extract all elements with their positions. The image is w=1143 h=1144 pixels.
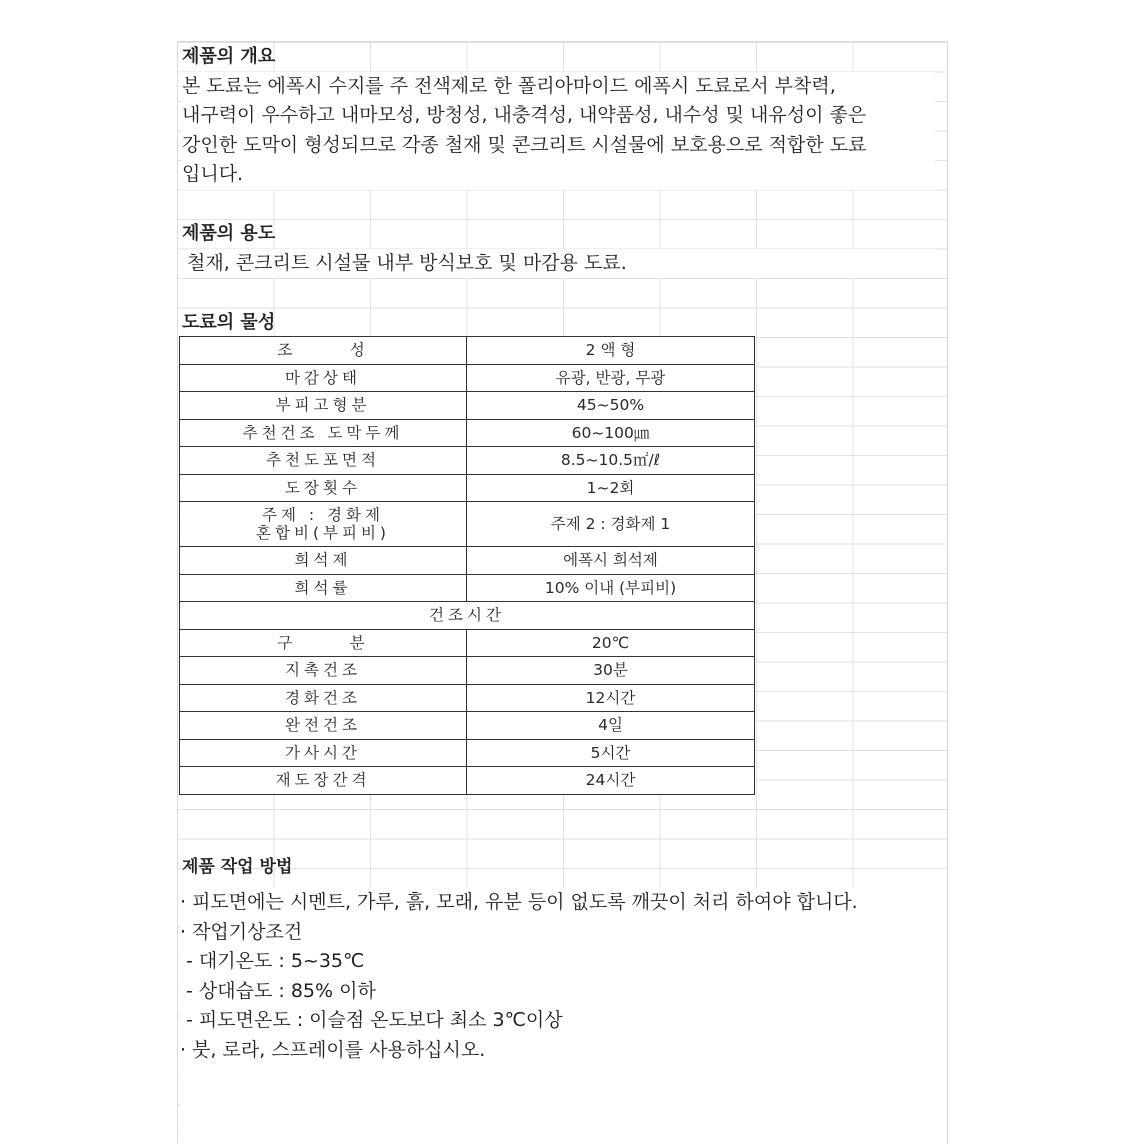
- method-item: - 피도면온도 : 이슬점 온도보다 최소 3℃이상: [180, 1009, 563, 1031]
- property-label: 추천건조 도막두께: [180, 419, 467, 447]
- table-row: [180, 629, 755, 657]
- property-value: 유광, 반광, 무광: [467, 364, 755, 392]
- overview-line: 내구력이 우수하고 내마모성, 방청성, 내충격성, 내약품성, 내수성 및 내유성이 좋은: [182, 104, 867, 126]
- property-value: 10% 이내 (부피비): [467, 574, 755, 602]
- method-item: · 붓, 로라, 스프레이를 사용하십시오.: [180, 1038, 486, 1061]
- method-list: [180, 888, 947, 1144]
- table-row: [180, 574, 755, 602]
- table-row: [180, 419, 755, 447]
- drying-label: 경화건조: [180, 684, 467, 712]
- table-row: [180, 364, 755, 392]
- table-row: [180, 547, 755, 575]
- drying-value: 20℃: [467, 629, 755, 657]
- property-value: 60~100㎛: [467, 419, 755, 447]
- drying-label: 완전건조: [180, 712, 467, 740]
- property-value: 45~50%: [467, 392, 755, 420]
- drying-value: 5시간: [467, 739, 755, 767]
- usage-heading: 제품의 용도: [182, 223, 276, 244]
- drying-label: 구 분: [180, 629, 467, 657]
- drying-time-title: 건조시간: [180, 602, 755, 630]
- table-row: [180, 602, 755, 630]
- drying-value: 30분: [467, 657, 755, 685]
- drying-value: 4일: [467, 712, 755, 740]
- property-label: 부피고형분: [180, 392, 467, 420]
- overview-heading: 제품의 개요: [182, 46, 276, 67]
- property-label: 조 성: [180, 337, 467, 365]
- drying-label: 지촉건조: [180, 657, 467, 685]
- method-item: - 대기온도 : 5~35℃: [180, 950, 365, 972]
- table-row: [180, 447, 755, 475]
- property-label: 도장횟수: [180, 474, 467, 502]
- drying-value: 12시간: [467, 684, 755, 712]
- overview-line: 강인한 도막이 형성되므로 각종 철재 및 콘크리트 시설물에 보호용으로 적합한 도료: [182, 133, 867, 156]
- property-label: 추천도포면적: [180, 447, 467, 475]
- table-row: [180, 767, 755, 795]
- overview-line: 본 도료는 에폭시 수지를 주 전색제로 한 폴리아마이드 에폭시 도료로서 부착력,: [182, 74, 836, 97]
- properties-heading: 도료의 물성: [182, 312, 276, 333]
- overview-paragraph: [182, 72, 935, 190]
- overview-line: 입니다.: [182, 163, 244, 185]
- property-value: 1~2회: [467, 474, 755, 502]
- property-value: 8.5~10.5㎡/ℓ: [467, 447, 755, 475]
- property-label: 희석제: [180, 547, 467, 575]
- method-heading: 제품 작업 방법: [182, 857, 293, 877]
- table-row: [180, 392, 755, 420]
- property-value: 에폭시 희석제: [467, 547, 755, 575]
- table-row: [180, 337, 755, 365]
- property-label: 마감상태: [180, 364, 467, 392]
- drying-label: 가사시간: [180, 739, 467, 767]
- method-item: · 피도면에는 시멘트, 가루, 흙, 모래, 유분 등이 없도록 깨끗이 처리 하여야 합니다.: [180, 891, 858, 913]
- mix-ratio-label-line2: 혼합비(부피비): [256, 524, 390, 542]
- table-row: [180, 657, 755, 685]
- mix-ratio-label-line1: 주제 : 경화제: [262, 506, 384, 524]
- method-item: - 상대습도 : 85% 이하: [180, 979, 376, 1002]
- drying-label: 재도장간격: [180, 767, 467, 795]
- drying-value: 24시간: [467, 767, 755, 795]
- table-row: [180, 684, 755, 712]
- properties-table: [179, 336, 755, 795]
- table-row: [180, 712, 755, 740]
- table-row: [180, 474, 755, 502]
- method-item: · 작업기상조건: [180, 920, 303, 943]
- property-value: 2 액 형: [467, 337, 755, 365]
- property-label: [180, 502, 467, 547]
- spreadsheet-page: [177, 41, 948, 1144]
- usage-text: 철재, 콘크리트 시설물 내부 방식보호 및 마감용 도료.: [187, 249, 935, 279]
- property-label: 희석률: [180, 574, 467, 602]
- property-value: 주제 2 : 경화제 1: [467, 502, 755, 547]
- table-row: [180, 502, 755, 547]
- table-row: [180, 739, 755, 767]
